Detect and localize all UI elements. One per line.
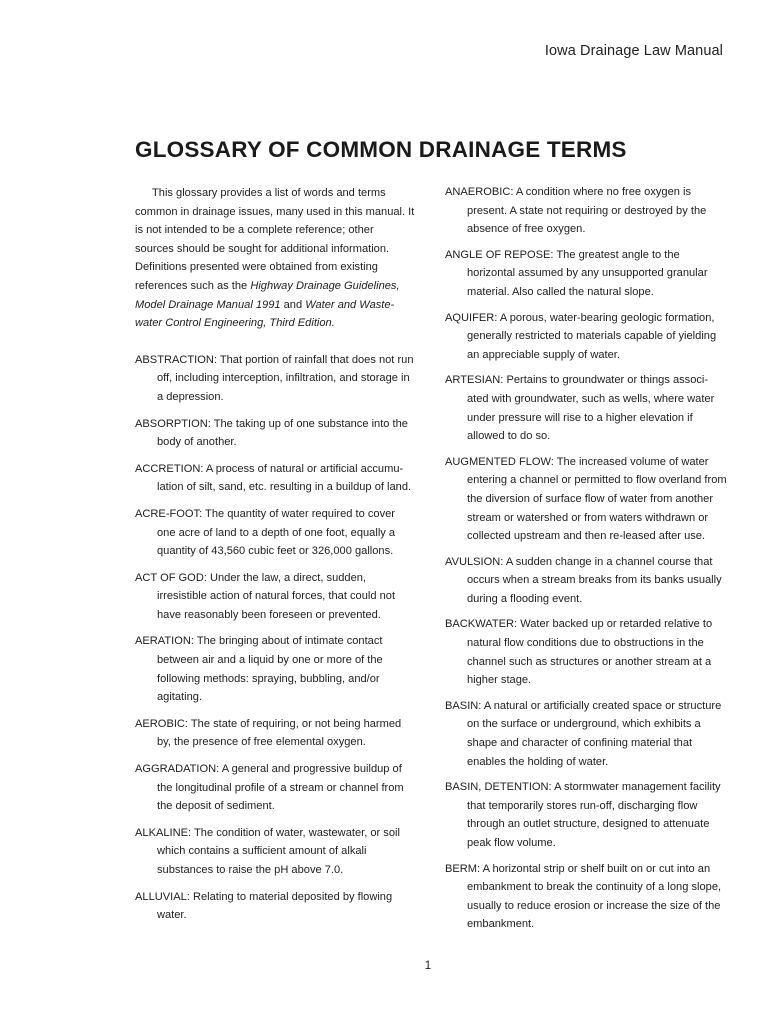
intro-paragraph	[135, 184, 415, 333]
right-column	[445, 183, 727, 941]
glossary-entry-absorption: ABSORPTION: The taking up of one substance into the body of another.	[135, 417, 408, 449]
glossary-entry-angle-of-repose: ANGLE OF REPOSE: The greatest angle to the horizontal assumed by any unsupported granular material. Also called the natural slope.	[445, 248, 708, 298]
glossary-entry-aeration: AERATION: The bringing about of intimate contact between air and a liquid by one or more of the following methods: spraying, bubbling, and/or agitating.	[135, 635, 383, 704]
glossary-entry-anaerobic: ANAEROBIC: A condition where no free oxygen is present. A state not requiring or destroyed by the absence of free oxygen.	[445, 186, 707, 236]
intro-reference-2: Water and Waste-water Control Engineering, Third Edition.	[135, 298, 395, 330]
intro-reference-1: Highway Drainage Guidelines, Model Drainage Manual 1991	[135, 279, 400, 311]
glossary-entry-aquifer: AQUIFER: A porous, water-bearing geologic formation, generally restricted to materials capable of yielding an appreciable supply of water.	[445, 311, 717, 361]
page-number: 1	[424, 960, 432, 972]
page-title: GLOSSARY OF COMMON DRAINAGE TERMS	[135, 137, 627, 162]
glossary-entry-acre-foot: ACRE-FOOT: The quantity of water required to cover one acre of land to a depth of one foot, equally a quantity of 43,560 cubic feet or 326,000 gallons.	[135, 507, 396, 558]
glossary-entry-alkaline: ALKALINE: The condition of water, wastewater, or soil which contains a sufficient amount of alkali substances to raise the pH above 7.0.	[135, 826, 400, 876]
glossary-entry-aerobic: AEROBIC: The state of requiring, or not being harmed by, the presence of free elemental oxygen.	[135, 717, 402, 749]
glossary-entry-abstraction: ABSTRACTION: That portion of rainfall that does not run off, including interception, infiltration, and storage in a depression.	[135, 353, 414, 403]
glossary-entry-aggradation: AGGRADATION: A general and progressive buildup of the longitudinal profile of a stream or channel from the deposit of sediment.	[135, 763, 404, 813]
intro-text-2: and	[280, 298, 306, 311]
running-header: Iowa Drainage Law Manual	[544, 43, 723, 59]
glossary-entry-alluvial: ALLUVIAL: Relating to material deposited by flowing water.	[135, 890, 393, 922]
glossary-entry-basin-detention: BASIN, DETENTION: A stormwater management facility that temporarily stores run-off, discharging flow through an outlet structure, designed to attenuate peak flow volume.	[445, 781, 721, 849]
glossary-entry-artesian: ARTESIAN: Pertains to groundwater or things associ-ated with groundwater, such as wells, where water under pressure will rise to a higher elevation if allowed to do so.	[445, 374, 715, 443]
left-column	[135, 184, 415, 933]
glossary-entry-act-of-god: ACT OF GOD: Under the law, a direct, sudden, irresistible action of natural forces, that could not have reasonably been foreseen or prevented.	[135, 571, 396, 621]
glossary-entry-augmented-flow: AUGMENTED FLOW: The increased volume of water entering a channel or permitted to flow overland from the diversion of surface flow of water from another stream or watershed or from waters withdrawn or collected upstream and then re-leased after use.	[445, 455, 727, 543]
glossary-entry-berm: BERM: A horizontal strip or shelf built on or cut into an embankment to break the continuity of a long slope, usually to reduce erosion or increase the size of the embankment.	[445, 862, 722, 931]
glossary-entry-backwater: BACKWATER: Water backed up or retarded relative to natural flow conditions due to obstructions in the channel such as structures or another stream at a higher stage.	[445, 618, 713, 687]
glossary-entry-avulsion: AVULSION: A sudden change in a channel course that occurs when a stream breaks from its banks usually during a flooding event.	[445, 555, 722, 605]
glossary-entry-accretion: ACCRETION: A process of natural or artificial accumu-lation of silt, sand, etc. resulting in a buildup of land.	[135, 462, 412, 494]
intro-text-1: This glossary provides a list of words and terms common in drainage issues, many used in this manual. It is not intended to be a complete reference; other sources should be sought for additional information. Definitions presented were obtained from existing references such as the	[135, 187, 415, 292]
glossary-entry-basin: BASIN: A natural or artificially created space or structure on the surface or underground, which exhibits a shape and character of confining material that enables the holding of water.	[445, 699, 722, 768]
